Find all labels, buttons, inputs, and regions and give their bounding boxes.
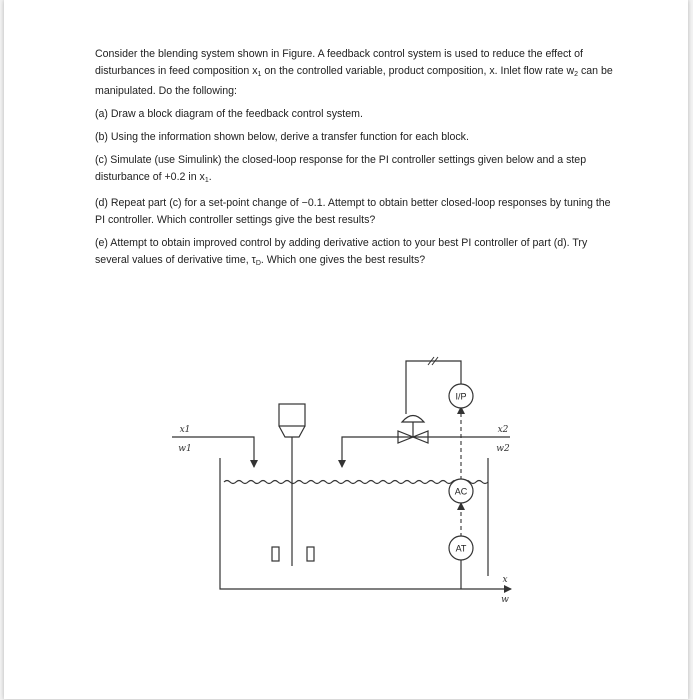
ip-label: I/P	[455, 391, 467, 402]
ac-label: AC	[454, 486, 468, 497]
part-b: (b) Using the information shown below, derive a transfer function for each block.	[95, 131, 469, 143]
mixer-motor	[279, 404, 305, 426]
mixer-motor-base	[279, 426, 305, 437]
x2-label: x2	[497, 425, 509, 435]
x-label: x	[502, 575, 508, 585]
part-c: (c) Simulate (use Simulink) the closed-loop response for the PI controller settings given below and a step disturbance of +0.2 in $x_1$.	[95, 154, 587, 184]
inlet-stream-2	[342, 437, 510, 467]
part-e: (e) Attempt to obtain improved control by adding derivative action to your best PI controller of part (d). Try several values of derivative time, $\tau_D$. Which one gives the best results?	[95, 237, 588, 267]
valve-actuator	[402, 416, 424, 423]
w2-label: w2	[496, 444, 510, 454]
x1-label: x1	[179, 425, 191, 435]
tank-outline	[220, 458, 461, 589]
liquid-level	[224, 481, 488, 484]
w-label: w	[501, 595, 509, 605]
at-label: AT	[455, 543, 467, 554]
mixer-blade-left	[272, 547, 279, 561]
part-d: (d) Repeat part (c) for a set-point change of −0.1. Attempt to obtain better closed-loop responses by tuning the PI controller. Which controller settings give the best results?	[95, 197, 611, 226]
w1-label: w1	[178, 444, 192, 454]
mixer-blade-right	[307, 547, 314, 561]
part-a: (a) Draw a block diagram of the feedback control system.	[95, 108, 363, 120]
problem-intro: Consider the blending system shown in Figure. A feedback control system is used to reduce the effect of disturbances in feed composition $x_1$ on the controlled variable, product composition, x. Inlet flow rate $w_2$ can be manipulated. Do the following:	[95, 48, 613, 97]
